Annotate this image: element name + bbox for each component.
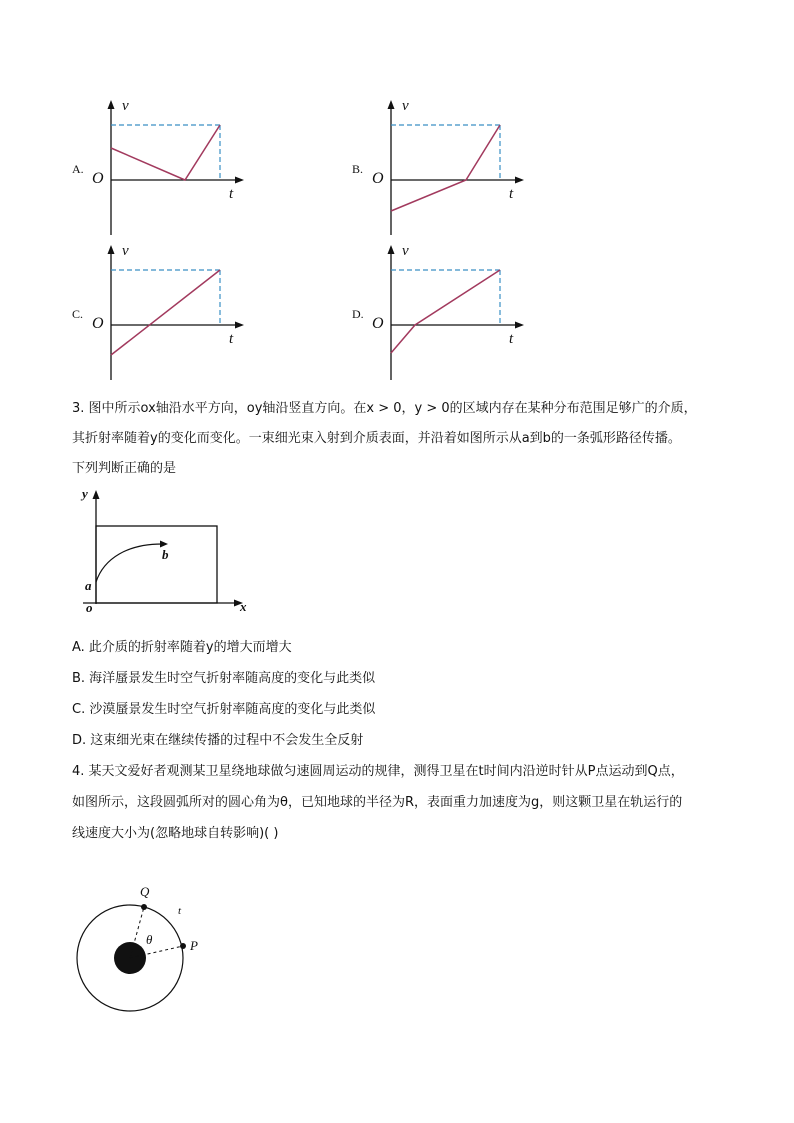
question-3-line-3: 下列判断正确的是	[72, 461, 177, 476]
satellite-q-icon	[141, 904, 147, 910]
option-d-graph	[348, 245, 548, 390]
question-4-line-3: 线速度大小为(忽略地球自转影响)( )	[72, 826, 279, 841]
option-a-graph	[68, 100, 268, 245]
question-3-option-b: B. 海洋蜃景发生时空气折射率随高度的变化与此类似	[72, 671, 376, 686]
question-3-option-a: A. 此介质的折射率随着y的增大而增大	[72, 640, 292, 655]
question-4-figure	[74, 876, 224, 1016]
y-axis-label: v	[122, 243, 129, 259]
option-letter: D.	[352, 307, 364, 321]
question-4-line-1: 4. 某天文爱好者观测某卫星绕地球做匀速圆周运动的规律，测得卫星在t时间内沿逆时针从P点运动到Q点，	[72, 764, 684, 779]
option-c-graph	[68, 245, 268, 390]
question-3-option-d: D. 这束细光束在继续传播的过程中不会发生全反射	[72, 733, 364, 748]
point-a-label: a	[85, 578, 92, 593]
point-b-label: b	[162, 547, 169, 562]
option-letter: C.	[72, 307, 84, 321]
y-axis-label: v	[402, 98, 409, 114]
question-3-figure	[78, 486, 258, 616]
question-4-line-2: 如图所示，这段圆弧所对的圆心角为θ，已知地球的半径为R，表面重力加速度为g，则这颗卫星在轨运行的	[72, 795, 683, 810]
origin-label: O	[92, 170, 104, 187]
option-letter: A.	[72, 162, 84, 176]
x-axis-label: t	[229, 331, 234, 347]
point-q-label: Q	[140, 884, 150, 899]
question-3-line-1: 3. 图中所示ox轴沿水平方向，oy轴沿竖直方向。在x > 0，y > 0的区域内存在某种分布范围足够广的介质，	[72, 401, 697, 416]
y-axis-label: v	[402, 243, 409, 259]
option-letter: B.	[352, 162, 364, 176]
y-axis-label: y	[82, 486, 88, 501]
x-axis-label: t	[509, 186, 514, 202]
question-3-option-c: C. 沙漠蜃景发生时空气折射率随高度的变化与此类似	[72, 702, 376, 717]
x-axis-label: t	[509, 331, 514, 347]
point-p-label: P	[190, 938, 198, 953]
origin-label: o	[86, 600, 93, 615]
time-label: t	[178, 905, 182, 917]
satellite-p-icon	[180, 943, 186, 949]
x-axis-label: x	[240, 599, 247, 614]
angle-theta-label: θ	[146, 932, 153, 947]
origin-label: O	[92, 315, 104, 332]
question-3-line-2: 其折射率随着y的变化而变化。一束细光束入射到介质表面，并沿着如图所示从a到b的一条弧形路径传播。	[72, 431, 681, 446]
origin-label: O	[372, 170, 384, 187]
option-b-graph	[348, 100, 548, 245]
x-axis-label: t	[229, 186, 234, 202]
y-axis-label: v	[122, 98, 129, 114]
origin-label: O	[372, 315, 384, 332]
